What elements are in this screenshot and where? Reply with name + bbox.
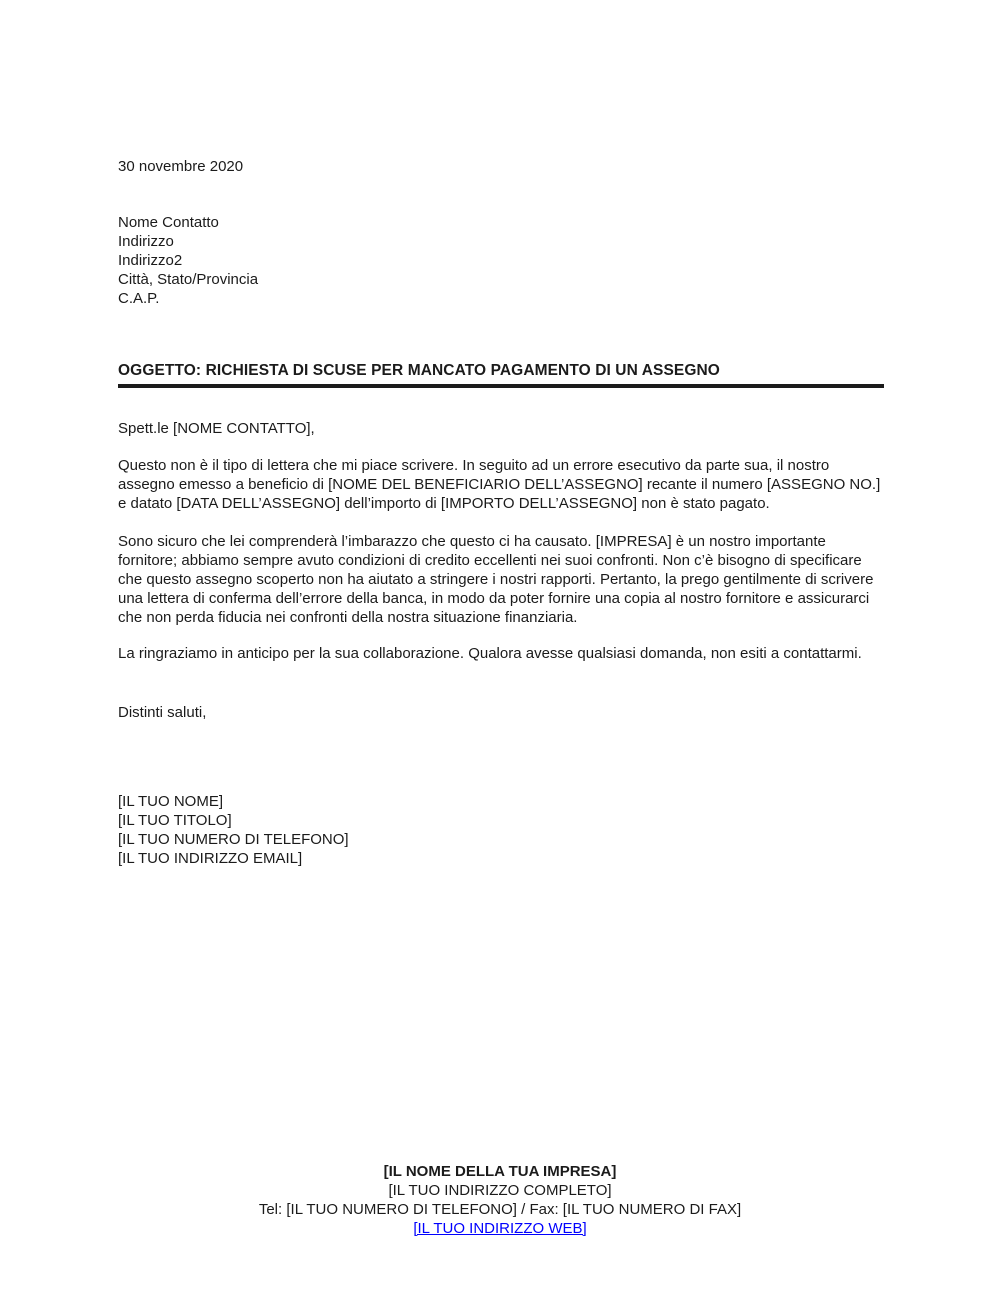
signature-email: [IL TUO INDIRIZZO EMAIL] bbox=[118, 850, 303, 867]
recipient-address-line1: Indirizzo bbox=[118, 233, 174, 250]
footer-tel-fax: Tel: [IL TUO NUMERO DI TELEFONO] / Fax: [IL TUO NUMERO DI FAX] bbox=[258, 1201, 742, 1218]
body-paragraph-3: La ringraziamo in anticipo per la sua collaborazione. Qualora avesse qualsiasi domanda, non esiti a contattarmi. bbox=[118, 645, 862, 662]
footer-company-name: [IL NOME DELLA TUA IMPRESA] bbox=[383, 1163, 617, 1180]
signature-block bbox=[118, 792, 884, 868]
footer-company-address: [IL TUO INDIRIZZO COMPLETO] bbox=[388, 1182, 612, 1199]
recipient-city-state: Città, Stato/Provincia bbox=[118, 271, 259, 288]
recipient-postal-code: C.A.P. bbox=[118, 290, 160, 307]
recipient-address-line2: Indirizzo2 bbox=[118, 252, 183, 269]
recipient-address-block bbox=[118, 213, 884, 308]
salutation: Spett.le [NOME CONTATTO], bbox=[118, 420, 315, 437]
body-paragraph-1: Questo non è il tipo di lettera che mi piace scrivere. In seguito ad un errore esecutivo da parte sua, il nostro assegno emesso a beneficio di [NOME DEL BENEFICIARIO DELL’ASSEGNO] recante il numero [ASSEGNO NO.] e datato [DATA DELL’ASSEGNO] dell’importo di [IMPORTO DELL’ASSEGNO] non è stato pagato. bbox=[118, 457, 881, 512]
website-link[interactable]: [IL TUO INDIRIZZO WEB] bbox=[413, 1220, 587, 1237]
letter-footer bbox=[0, 1162, 1000, 1238]
letter-date: 30 novembre 2020 bbox=[118, 158, 244, 175]
body-paragraph-2: Sono sicuro che lei comprenderà l’imbarazzo che questo ci ha causato. [IMPRESA] è un nostro importante fornitore; abbiamo sempre avuto condizioni di credito eccellenti nei suoi confronti. Non c’è bisogno di specificare che questo assegno scoperto non ha aiutato a stringere i nostri rapporti. Pertanto, la prego gentilmente di scrivere una lettera di conferma dell’errore della banca, in modo da poter fornire una copia al nostro fornitore e assicurarci che non perda fiducia nei confronti della nostra situazione finanziaria. bbox=[118, 533, 874, 626]
signature-title: [IL TUO TITOLO] bbox=[118, 812, 232, 829]
letter-body bbox=[118, 157, 884, 868]
subject-line: OGGETTO: RICHIESTA DI SCUSE PER MANCATO PAGAMENTO DI UN ASSEGNO bbox=[118, 361, 884, 388]
closing-line: Distinti saluti, bbox=[118, 704, 207, 721]
signature-name: [IL TUO NOME] bbox=[118, 793, 224, 810]
signature-phone: [IL TUO NUMERO DI TELEFONO] bbox=[118, 831, 349, 848]
recipient-name: Nome Contatto bbox=[118, 214, 219, 231]
